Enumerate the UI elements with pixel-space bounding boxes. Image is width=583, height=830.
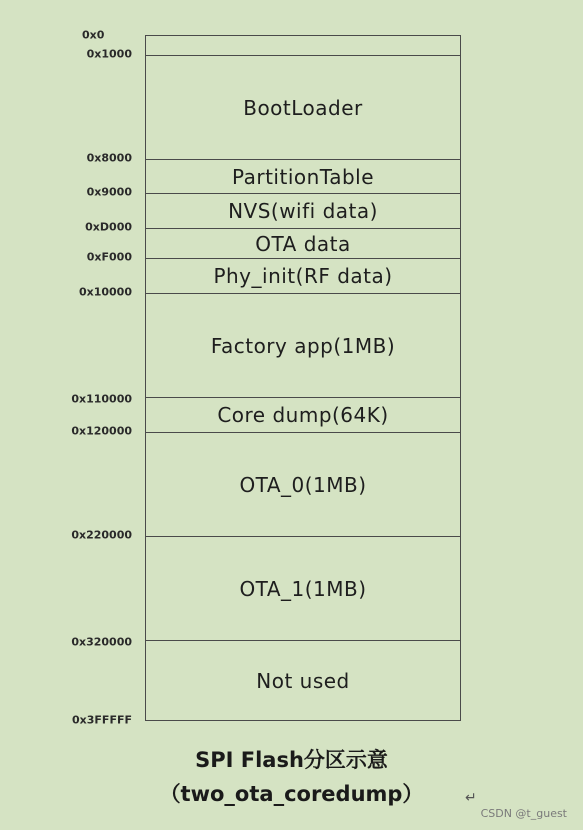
caption-title: SPI Flash分区示意	[195, 748, 388, 772]
address-label: 0xD000	[85, 220, 132, 234]
partition-ota-0	[146, 432, 460, 536]
address-label: 0x9000	[86, 185, 132, 199]
address-label-end: 0x3FFFFF	[72, 713, 132, 727]
partition-partition-table	[146, 159, 460, 193]
address-label: 0x120000	[71, 424, 132, 438]
partition-label: NVS(wifi data)	[228, 199, 378, 223]
partition-label: BootLoader	[243, 95, 363, 120]
address-label: 0x0	[82, 28, 105, 42]
partition-ota-1	[146, 536, 460, 640]
partition-factory-app	[146, 293, 460, 397]
partition-label: Not used	[256, 668, 350, 693]
flash-partition-table	[145, 35, 461, 721]
address-label: 0x1000	[86, 47, 132, 61]
caption-subtitle: （two_ota_coredump）	[159, 782, 424, 806]
partition-nvs	[146, 193, 460, 228]
address-label: 0xF000	[86, 250, 132, 264]
partition-label: Phy_init(RF data)	[213, 264, 393, 288]
partition-label: Factory app(1MB)	[210, 333, 396, 358]
partition-label: PartitionTable	[231, 164, 375, 189]
address-label: 0x320000	[71, 635, 132, 649]
address-label: 0x110000	[71, 392, 132, 406]
return-icon: ↵	[465, 790, 477, 806]
partition-ota-data	[146, 228, 460, 258]
partition-reserved	[146, 36, 460, 55]
partition-phy-init	[146, 258, 460, 293]
watermark: CSDN @t_guest	[480, 807, 567, 820]
partition-label: OTA_1(1MB)	[239, 576, 367, 601]
address-label: 0x10000	[78, 285, 132, 299]
partition-label: OTA data	[255, 231, 351, 256]
partition-label: OTA_0(1MB)	[239, 472, 367, 497]
partition-label: Core dump(64K)	[217, 403, 389, 427]
partition-bootloader	[146, 55, 460, 159]
address-label: 0x8000	[86, 151, 132, 165]
address-label: 0x220000	[71, 528, 132, 542]
partition-core-dump	[146, 397, 460, 432]
partition-not-used	[146, 640, 460, 720]
